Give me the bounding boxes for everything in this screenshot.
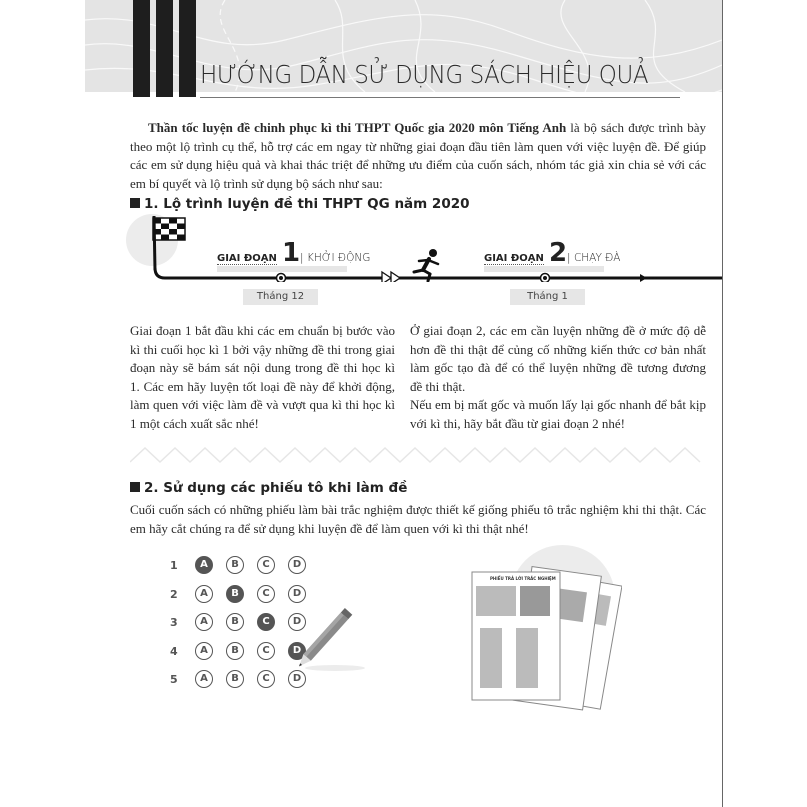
stage-label: GIAI ĐOẠN [484, 253, 544, 264]
square-bullet-icon [130, 482, 140, 492]
section-2-heading [130, 480, 407, 496]
stage-number: 2 [548, 238, 568, 268]
answer-bubble[interactable]: A [195, 556, 213, 574]
title-underline [200, 97, 680, 98]
answer-bubble[interactable]: A [195, 642, 213, 660]
intro-bold: Thần tốc luyện đề chinh phục kì thi THPT Quốc gia 2020 môn Tiếng Anh [148, 120, 567, 135]
answer-bubble[interactable]: C [257, 642, 275, 660]
answer-bubble[interactable]: C [257, 670, 275, 688]
section-2-paragraph: Cuối cuốn sách có những phiếu làm bài trắc nghiệm được thiết kế giống phiếu tô trắc nghiệm khi thi thật. Các em hãy cắt chúng ra để sử dụng khi luyện đề để làm quen với kì thi thật nhé! [130, 502, 706, 536]
stage-1-description: Giai đoạn 1 bắt đầu khi các em chuẩn bị bước vào kì thi cuối học kì 1 bởi vậy những đề thi trong giai đoạn này sẽ bám sát nội dung trong đề thi học kì 1. Các em hãy luyện tốt loại đề này để khởi động, làm quen với việc làm đề và vượt qua kì thi học kì 1 một cách xuất sắc nhé! [130, 323, 395, 431]
answer-bubble[interactable]: A [195, 585, 213, 603]
stage-name: KHỞI ĐỘNG [306, 252, 371, 264]
intro-paragraph [130, 119, 706, 193]
answer-bubble[interactable]: C [257, 613, 275, 631]
answer-bubble[interactable]: B [226, 556, 244, 574]
runner-icon [414, 249, 438, 281]
question-number: 4 [170, 644, 178, 658]
question-number: 1 [170, 559, 178, 572]
stage-2-underline [484, 266, 604, 272]
answer-bubble[interactable]: A [195, 613, 213, 631]
answer-sheets-image [462, 560, 622, 720]
answer-bubble[interactable]: D [288, 585, 306, 603]
question-number: 2 [170, 587, 178, 601]
stage-name: CHẠY ĐÀ [573, 252, 621, 264]
section-1-title: 1. Lộ trình luyện đề thi THPT QG năm 2020 [144, 196, 470, 212]
answer-bubble[interactable]: B [226, 670, 244, 688]
stage-label: GIAI ĐOẠN [217, 253, 277, 264]
answer-bubble[interactable]: C [257, 556, 275, 574]
page-border [722, 0, 723, 807]
stage-2-month: Tháng 1 [510, 289, 585, 305]
sheet-title: PHIẾU TRẢ LỜI TRẮC NGHIỆM [490, 576, 556, 581]
decor-bar [179, 0, 196, 97]
stage-2-note: Nếu em bị mất gốc và muốn lấy lại gốc nhanh để bắt kịp với kì thi, hãy bắt đầu từ giai đoạn 2 nhé! [410, 397, 706, 431]
decor-bar [156, 0, 173, 97]
stage-2-description [410, 322, 706, 433]
question-number: 5 [170, 673, 178, 686]
question-number: 3 [170, 616, 178, 629]
answer-bubble[interactable]: C [257, 585, 275, 603]
answer-bubble[interactable]: B [226, 613, 244, 631]
double-arrow-icon [382, 272, 400, 282]
stage-1-month: Tháng 12 [243, 289, 318, 305]
stage-2-text: Ở giai đoạn 2, các em cần luyện những đề ở mức độ dễ hơn đề thi thật để củng cố những kiến thức cơ bản nhất làm gốc tạo đà để có thể luyện những đề tương đương đề thi thật. [410, 323, 706, 394]
stage-2-label: GIAI ĐOẠN 2| CHẠY ĐÀ [484, 238, 621, 268]
section-2-title: 2. Sử dụng các phiếu tô khi làm đề [144, 480, 408, 496]
answer-bubble[interactable]: D [288, 556, 306, 574]
zigzag-divider [130, 436, 710, 472]
pencil-icon [290, 590, 370, 680]
answer-bubble[interactable]: D [288, 613, 306, 631]
page-title: HƯỚNG DẪN SỬ DỤNG SÁCH HIỆU QUẢ [200, 60, 649, 89]
answer-bubble[interactable]: A [195, 670, 213, 688]
timeline [120, 212, 722, 282]
answer-bubble[interactable]: B [226, 585, 244, 603]
stage-number: 1 [281, 238, 301, 268]
stage-1-label: GIAI ĐOẠN 1| KHỞI ĐỘNG [217, 238, 371, 268]
section-1-heading [130, 196, 470, 212]
square-bullet-icon [130, 198, 140, 208]
answer-bubble[interactable]: B [226, 642, 244, 660]
intro-text: là bộ sách được trình bày theo một lộ trình cụ thể, hỗ trợ các em ngay từ những giai đoạn đầu tiên làm quen với việc luyện đề. Để giúp các em sử dụng hiệu quả và khai thác triệt để những ưu điểm của cuốn sách, nhóm tác giả xin chia sẻ với các em bí quyết và lộ trình sử dụng bộ sách như sau: [130, 120, 706, 191]
decor-bar [133, 0, 150, 97]
answer-bubble[interactable]: D [288, 642, 306, 660]
answer-bubble[interactable]: D [288, 670, 306, 688]
